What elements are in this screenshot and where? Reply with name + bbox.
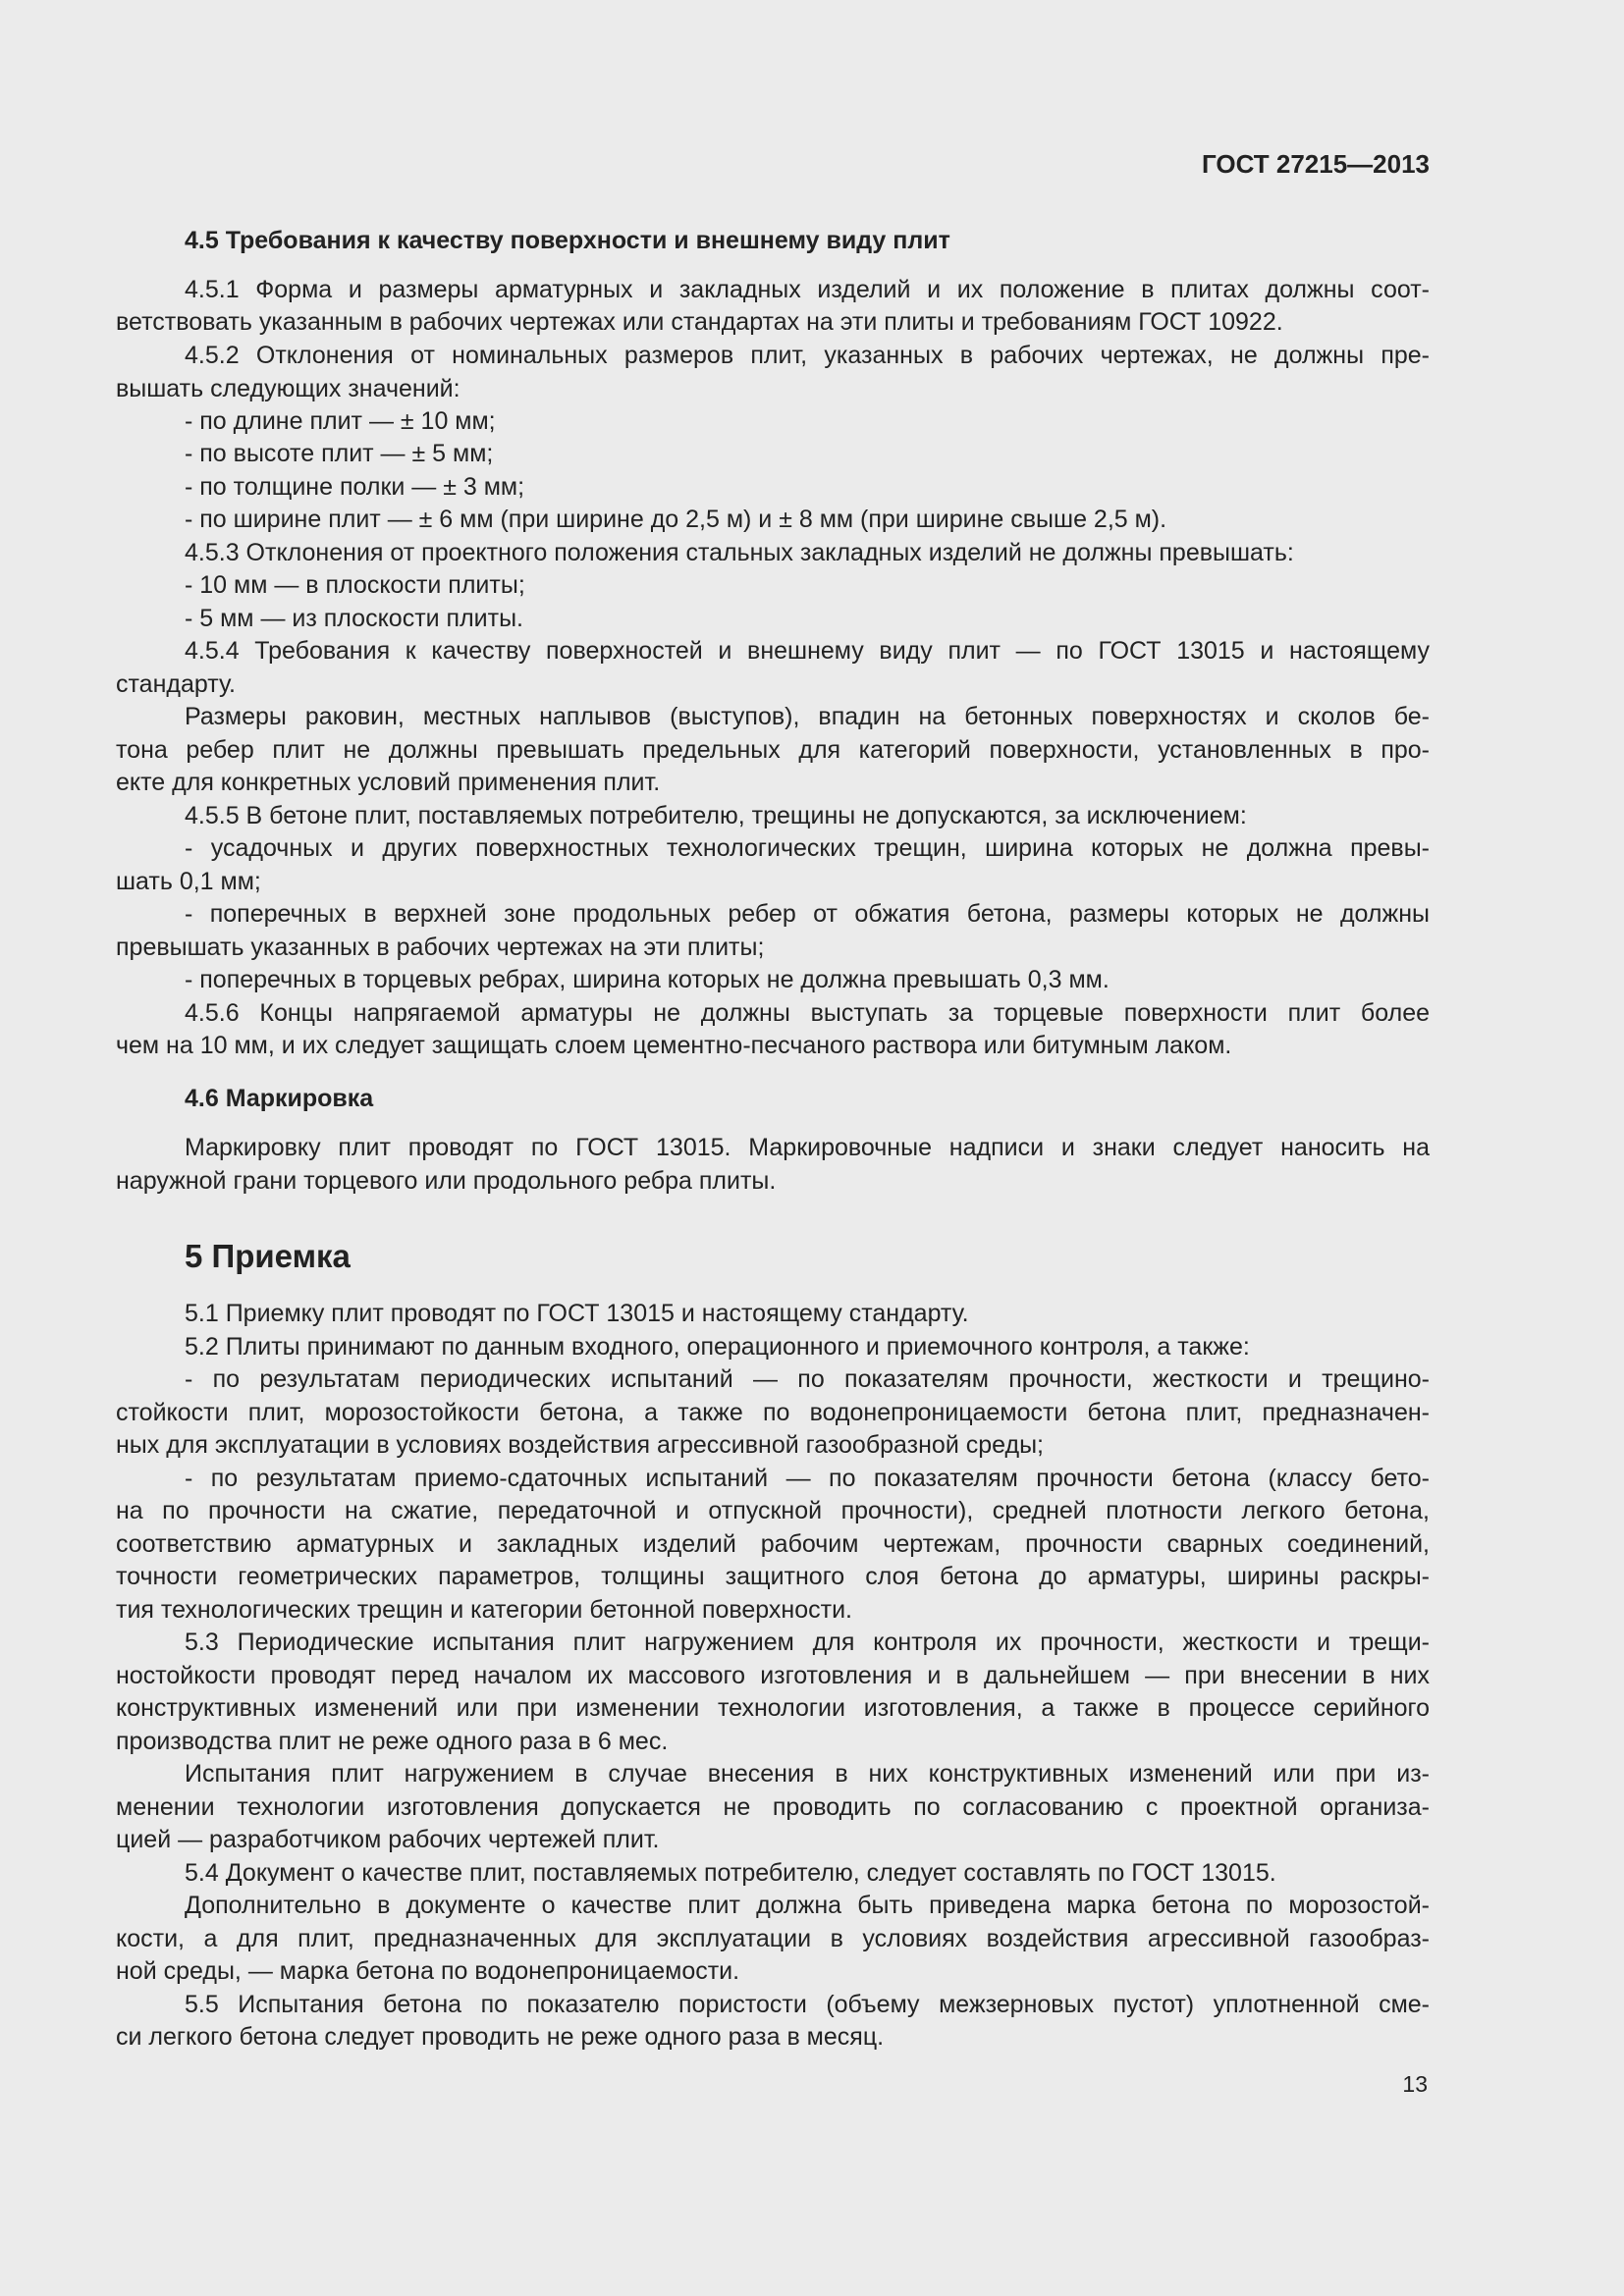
text-line: соответствию арматурных и закладных изделий рабочим чертежам, прочности сварных соединений,	[116, 1530, 1430, 1558]
text-line: стойкости плит, морозостойкости бетона, а также по водонепроницаемости бетона плит, предназначен-	[116, 1399, 1430, 1426]
text-line: 4.5.1 Форма и размеры арматурных и закладных изделий и их положение в плитах должны соот-	[185, 276, 1430, 303]
text-line: шать 0,1 мм;	[116, 868, 261, 895]
section-4-5-heading: 4.5 Требования к качеству поверхности и внешнему виду плит	[185, 227, 950, 254]
text-line: 4.5.2 Отклонения от номинальных размеров плит, указанных в рабочих чертежах, не должны пре-	[185, 342, 1430, 369]
text-line: Испытания плит нагружением в случае внесения в них конструктивных изменений или при из-	[185, 1760, 1430, 1788]
text-line: Дополнительно в документе о качестве плит должна быть приведена марка бетона по морозостой-	[185, 1892, 1430, 1919]
list-item: - 10 мм — в плоскости плиты;	[185, 571, 525, 599]
text-line: 4.5.6 Концы напрягаемой арматуры не должны выступать за торцевые поверхности плит более	[185, 999, 1430, 1027]
list-item: - по результатам периодических испытаний — по показателям прочности, жесткости и трещино-	[185, 1365, 1430, 1393]
section-4-6-heading: 4.6 Маркировка	[185, 1085, 374, 1112]
section-5-heading: 5 Приемка	[185, 1238, 351, 1274]
list-item: - усадочных и других поверхностных технологических трещин, ширина которых не должна превы-	[185, 834, 1430, 862]
text-line: 4.5.3 Отклонения от проектного положения стальных закладных изделий не должны превышать:	[185, 539, 1294, 566]
list-item: - поперечных в торцевых ребрах, ширина которых не должна превышать 0,3 мм.	[185, 966, 1110, 993]
text-line: цией — разработчиком рабочих чертежей плит.	[116, 1826, 660, 1853]
text-line: ных для эксплуатации в условиях воздействия агрессивной газообразной среды;	[116, 1431, 1045, 1459]
text-line: менении технологии изготовления допускается не проводить по согласованию с проектной организа-	[116, 1793, 1430, 1821]
text-line: тона ребер плит не должны превышать предельных для категорий поверхности, установленных в про-	[116, 736, 1430, 764]
text-line: си легкого бетона следует проводить не реже одного раза в месяц.	[116, 2023, 885, 2051]
list-item: - по длине плит — ± 10 мм;	[185, 407, 496, 435]
document-code-header: ГОСТ 27215—2013	[1202, 149, 1430, 179]
text-line: ветствовать указанным в рабочих чертежах или стандартах на эти плиты и требованиям ГОСТ 10922.	[116, 308, 1283, 336]
text-line: производства плит не реже одного раза в 6 мес.	[116, 1728, 669, 1755]
text-line: Размеры раковин, местных наплывов (выступов), впадин на бетонных поверхностях и сколов бе-	[185, 703, 1430, 730]
text-line: екте для конкретных условий применения плит.	[116, 769, 661, 796]
list-item: - по толщине полки — ± 3 мм;	[185, 473, 525, 501]
text-line: точности геометрических параметров, толщины защитного слоя бетона до арматуры, ширины раскры-	[116, 1563, 1430, 1590]
text-line: 5.1 Приемку плит проводят по ГОСТ 13015 и настоящему стандарту.	[185, 1300, 969, 1327]
list-item: - по высоте плит — ± 5 мм;	[185, 440, 494, 467]
text-line: Маркировку плит проводят по ГОСТ 13015. Маркировочные надписи и знаки следует наносить на	[185, 1134, 1430, 1161]
text-line: 5.3 Периодические испытания плит нагружением для контроля их прочности, жесткости и трещи-	[185, 1629, 1430, 1656]
text-line: 5.5 Испытания бетона по показателю пористости (объему межзерновых пустот) уплотненной сме-	[185, 1991, 1430, 2018]
text-line: стандарту.	[116, 670, 236, 698]
page-number: 13	[1402, 2071, 1428, 2097]
text-line: 4.5.5 В бетоне плит, поставляемых потребителю, трещины не допускаются, за исключением:	[185, 802, 1247, 829]
text-line: превышать указанных в рабочих чертежах на эти плиты;	[116, 934, 765, 961]
list-item: - по ширине плит — ± 6 мм (при ширине до 2,5 м) и ± 8 мм (при ширине свыше 2,5 м).	[185, 506, 1167, 533]
list-item: - по результатам приемо-сдаточных испытаний — по показателям прочности бетона (классу бето-	[185, 1465, 1430, 1492]
text-line: вышать следующих значений:	[116, 375, 460, 402]
text-line: конструктивных изменений или при изменении технологии изготовления, а также в процессе серийного	[116, 1694, 1430, 1722]
text-line: 5.4 Документ о качестве плит, поставляемых потребителю, следует составлять по ГОСТ 13015.	[185, 1859, 1276, 1887]
text-line: ностойкости проводят перед началом их массового изготовления и в дальнейшем — при внесении в них	[116, 1662, 1430, 1689]
text-line: на по прочности на сжатие, передаточной и отпускной прочности), средней плотности легкого бетона,	[116, 1497, 1430, 1524]
list-item: - поперечных в верхней зоне продольных ребер от обжатия бетона, размеры которых не должны	[185, 900, 1430, 928]
text-line: 4.5.4 Требования к качеству поверхностей и внешнему виду плит — по ГОСТ 13015 и настоящему	[185, 637, 1430, 665]
text-line: кости, а для плит, предназначенных для эксплуатации в условиях воздействия агрессивной газообраз-	[116, 1925, 1430, 1952]
text-line: тия технологических трещин и категории бетонной поверхности.	[116, 1596, 852, 1624]
text-line: чем на 10 мм, и их следует защищать слоем цементно-песчаного раствора или битумным лаком.	[116, 1032, 1232, 1059]
text-line: 5.2 Плиты принимают по данным входного, операционного и приемочного контроля, а также:	[185, 1333, 1250, 1361]
text-line: ной среды, — марка бетона по водонепроницаемости.	[116, 1957, 740, 1985]
list-item: - 5 мм — из плоскости плиты.	[185, 605, 524, 632]
text-line: наружной грани торцевого или продольного ребра плиты.	[116, 1167, 777, 1195]
